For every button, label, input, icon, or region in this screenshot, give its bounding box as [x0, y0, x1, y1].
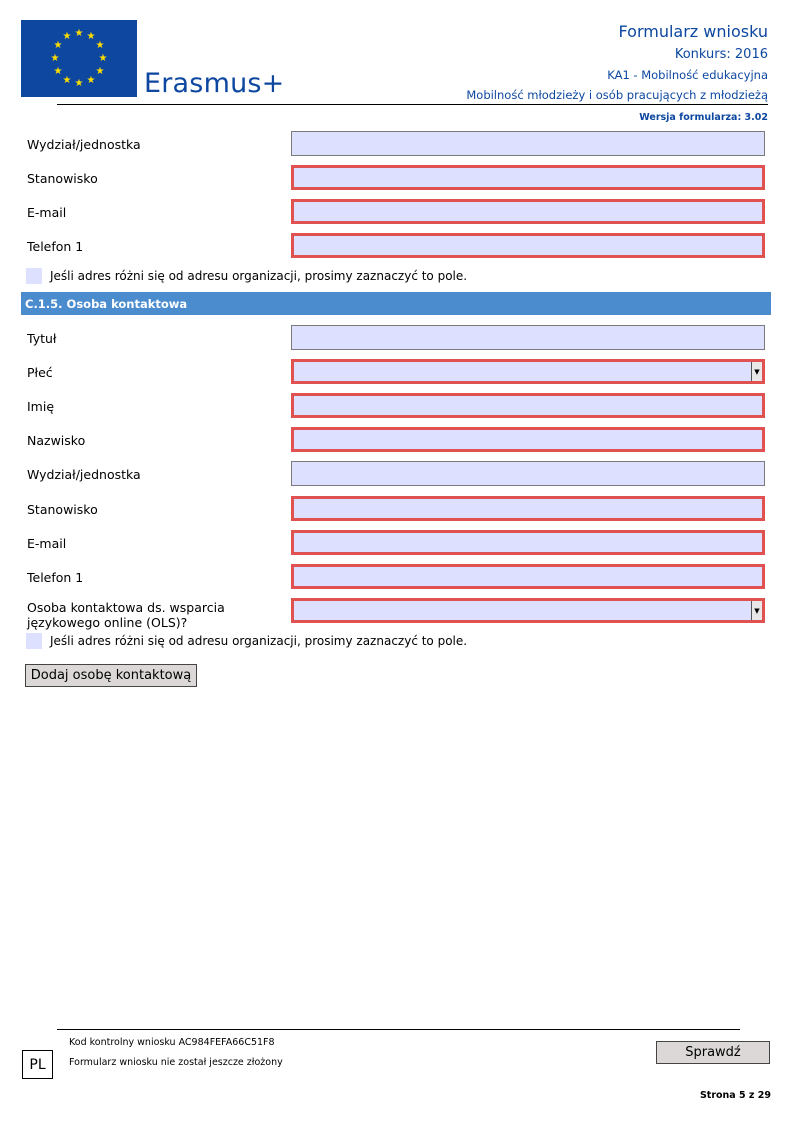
add-contact-person-button[interactable]: Dodaj osobę kontaktową — [25, 664, 197, 687]
svg-text:★: ★ — [62, 31, 72, 42]
contact-ols-label: Osoba kontaktowa ds. wsparcia językowego online (OLS)? — [27, 600, 225, 630]
contact-email-input[interactable] — [291, 530, 765, 555]
contact-title-input[interactable] — [291, 325, 765, 350]
address-differs-checkbox[interactable] — [26, 268, 42, 284]
check-button[interactable]: Sprawdź — [656, 1041, 770, 1064]
erasmus-logo-text: Erasmus+ — [144, 68, 285, 99]
dropdown-arrow-icon[interactable]: ▼ — [751, 362, 762, 381]
action-field: Mobilność młodzieży i osób pracujących z młodzieżą — [466, 88, 768, 102]
department-label: Wydział/jednostka — [27, 137, 141, 152]
contact-address-differs-checkbox[interactable] — [26, 633, 42, 649]
form-version: Wersja formularza: 3.02 — [639, 112, 768, 123]
language-indicator: PL — [22, 1050, 53, 1079]
phone-input[interactable] — [291, 233, 765, 258]
eu-stars — [21, 20, 137, 97]
email-label: E-mail — [27, 205, 67, 220]
contact-title-label: Tytuł — [27, 331, 57, 346]
phone-label: Telefon 1 — [27, 239, 84, 254]
contact-gender-select[interactable] — [291, 359, 765, 384]
position-input[interactable] — [291, 165, 765, 190]
checksum-code: Kod kontrolny wniosku AC984FEFA66C51F8 — [69, 1037, 275, 1048]
svg-text:★: ★ — [62, 75, 72, 86]
header-divider — [57, 104, 768, 105]
contact-department-input[interactable] — [291, 461, 765, 486]
svg-text:★: ★ — [95, 40, 105, 51]
submission-status: Formularz wniosku nie został jeszcze złożony — [69, 1057, 283, 1068]
contact-gender-label: Płeć — [27, 365, 53, 380]
contact-position-input[interactable] — [291, 496, 765, 521]
contact-lastname-label: Nazwisko — [27, 433, 86, 448]
contact-position-label: Stanowisko — [27, 502, 98, 517]
svg-text:★: ★ — [74, 28, 84, 39]
position-label: Stanowisko — [27, 171, 98, 186]
svg-text:★: ★ — [95, 66, 105, 77]
svg-text:★: ★ — [86, 75, 96, 86]
eu-flag-icon — [21, 20, 137, 97]
contact-lastname-input[interactable] — [291, 427, 765, 452]
department-input[interactable] — [291, 131, 765, 156]
svg-text:★: ★ — [53, 40, 63, 51]
call-year: Konkurs: 2016 — [674, 47, 768, 62]
svg-text:★: ★ — [98, 53, 108, 64]
contact-firstname-label: Imię — [27, 399, 55, 414]
dropdown-arrow-icon[interactable]: ▼ — [751, 601, 762, 620]
svg-text:★: ★ — [74, 78, 84, 89]
svg-text:★: ★ — [53, 66, 63, 77]
address-differs-label: Jeśli adres różni się od adresu organizacji, prosimy zaznaczyć to pole. — [50, 269, 468, 283]
footer-divider — [57, 1029, 740, 1030]
page-number: Strona 5 z 29 — [699, 1090, 771, 1101]
form-title: Formularz wniosku — [618, 22, 768, 41]
contact-department-label: Wydział/jednostka — [27, 467, 141, 482]
contact-phone-input[interactable] — [291, 564, 765, 589]
svg-text:★: ★ — [86, 31, 96, 42]
contact-firstname-input[interactable] — [291, 393, 765, 418]
key-action: KA1 - Mobilność edukacyjna — [607, 68, 768, 82]
contact-phone-label: Telefon 1 — [27, 570, 84, 585]
svg-text:★: ★ — [50, 53, 60, 64]
contact-address-differs-label: Jeśli adres różni się od adresu organizacji, prosimy zaznaczyć to pole. — [50, 634, 468, 648]
contact-email-label: E-mail — [27, 536, 67, 551]
section-header-contact-person: C.1.5. Osoba kontaktowa — [21, 292, 771, 315]
email-input[interactable] — [291, 199, 765, 224]
contact-ols-select[interactable] — [291, 598, 765, 623]
